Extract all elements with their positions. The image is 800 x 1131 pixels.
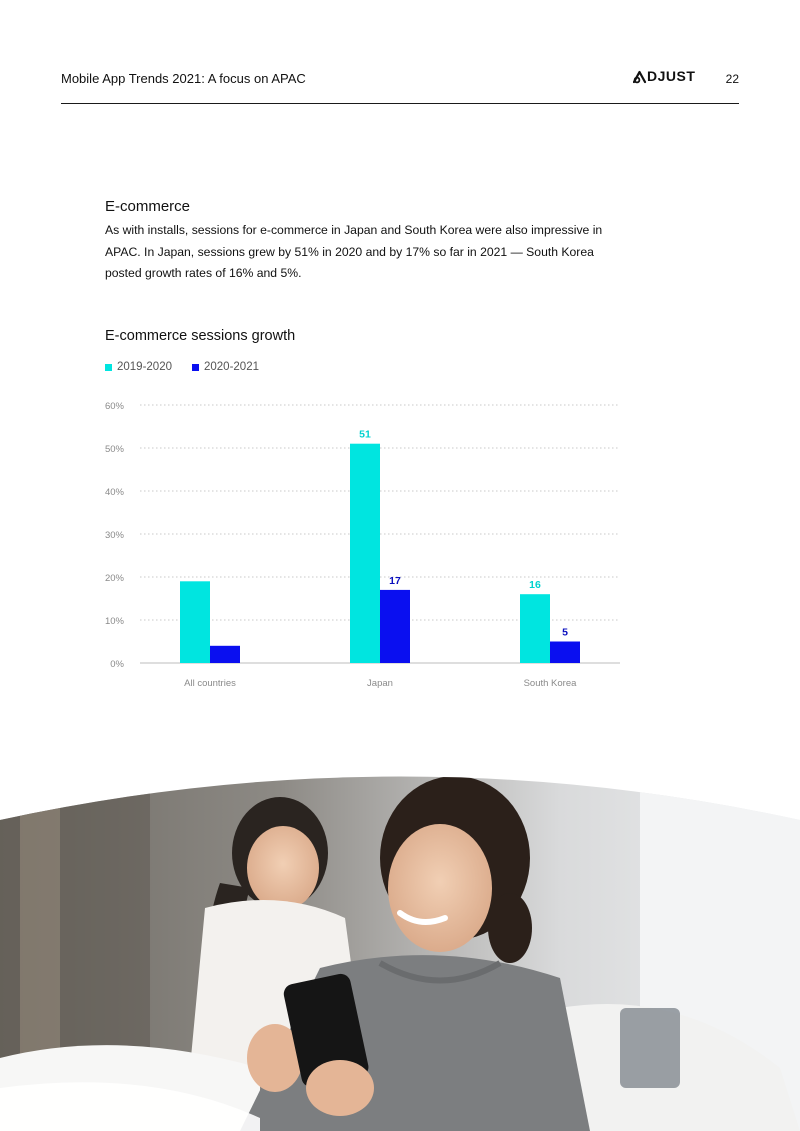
y-tick-label: 0% bbox=[110, 659, 124, 670]
y-tick-label: 30% bbox=[104, 530, 124, 541]
photo-mother-daughter-phone bbox=[0, 768, 800, 1131]
x-tick-label: All countries bbox=[184, 678, 236, 689]
page-number: 22 bbox=[725, 72, 739, 86]
y-tick-label: 10% bbox=[104, 616, 124, 627]
y-tick-label: 20% bbox=[104, 573, 124, 584]
bar bbox=[520, 594, 550, 663]
bar bbox=[550, 642, 580, 664]
data-label: 17 bbox=[389, 574, 401, 587]
document-title: Mobile App Trends 2021: A focus on APAC bbox=[61, 71, 306, 86]
x-tick-label: Japan bbox=[367, 678, 393, 689]
data-label: 5 bbox=[562, 626, 568, 639]
chart-title: E-commerce sessions growth bbox=[105, 328, 296, 344]
section-title: E-commerce bbox=[105, 198, 191, 215]
bar bbox=[180, 581, 210, 663]
bar bbox=[380, 590, 410, 663]
section-body: As with installs, sessions for e-commerce in Japan and South Korea were also impressive in APAC. In Japan, sessions grew by 51% in 2020 and by 17% so far in 2021 — South Korea posted growth rates of 16% and 5%. bbox=[105, 223, 603, 280]
legend-label-series-1: 2019-2020 bbox=[117, 361, 172, 373]
legend-label-series-2: 2020-2021 bbox=[204, 361, 259, 373]
data-label: 16 bbox=[529, 579, 541, 592]
x-tick-label: South Korea bbox=[523, 678, 577, 689]
y-tick-label: 40% bbox=[104, 487, 124, 498]
logo-text: DJUST bbox=[647, 68, 696, 84]
data-label: 51 bbox=[359, 428, 371, 441]
y-tick-label: 50% bbox=[104, 444, 124, 455]
bar bbox=[350, 444, 380, 663]
y-tick-label: 60% bbox=[104, 401, 124, 412]
bar bbox=[210, 646, 240, 663]
